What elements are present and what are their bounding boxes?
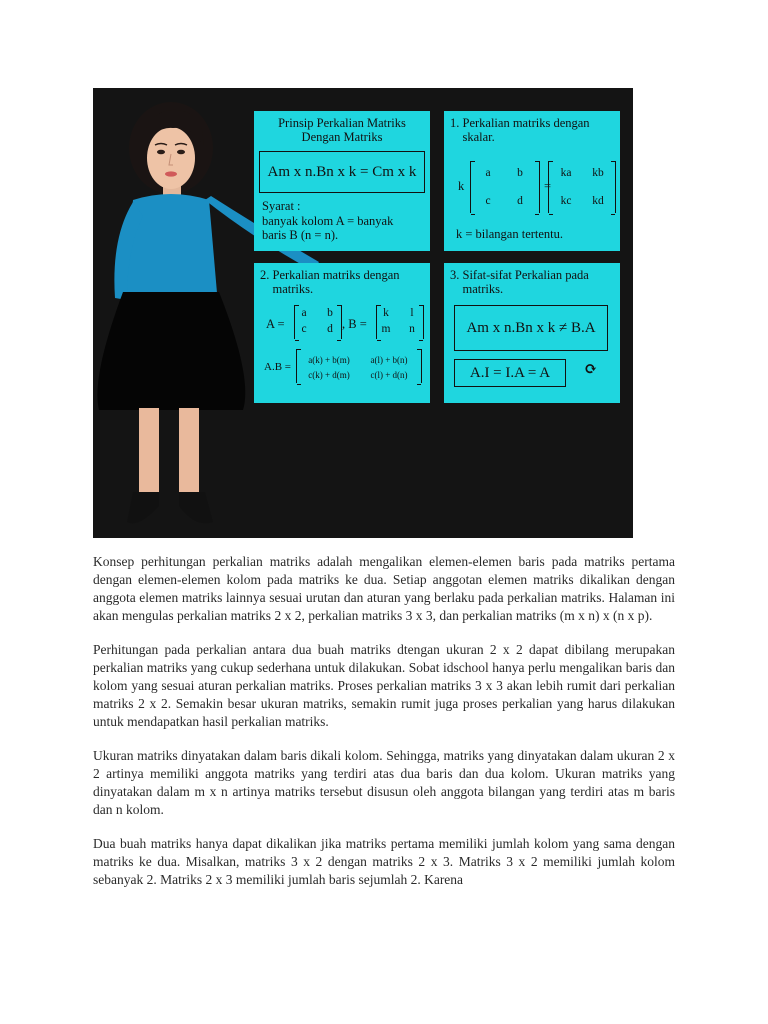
panel-properties-title: 3. Sifat-sifat Perkalian pada matriks. <box>450 268 589 296</box>
matrix-cell: n <box>409 323 415 335</box>
panel-matrix-matrix <box>254 263 430 403</box>
matrix-cell: kd <box>592 195 604 207</box>
matrix-a <box>294 305 342 339</box>
panel-scalar-title: 1. Perkalian matriks dengan skalar. <box>450 116 590 144</box>
matrix-cell: a(k) + b(m) <box>308 355 350 365</box>
matrix-cell: d <box>327 323 333 335</box>
matrix-cell: m <box>381 323 391 335</box>
matrix-cell: kb <box>592 167 604 179</box>
article-body <box>93 553 675 905</box>
property-formula-1: Am x n.Bn x k ≠ B.A <box>466 320 596 336</box>
paragraph: Ukuran matriks dinyatakan dalam baris dikali kolom. Sehingga, matriks yang dinyatakan dalam ukuran 2 x 2 artinya memiliki anggota matriks yang terdiri atas dua baris dan dua kolom. Ukuran matriks yang dinyatakan dalam m x n artinya matriks tersebut disusun oleh anggota bilangan yang terdiri atas m baris dan n kolom. <box>93 748 675 817</box>
paragraph: Perhitungan pada perkalian antara dua buah matriks dtengan ukuran 2 x 2 dapat dibilang merupakan perkalian matriks yang cukup sederhana untuk dilakukan. Sobat idschool hanya perlu mengalikan baris dan kolom yang sesuai aturan perkalian matriks. Proses perkalian matriks 3 x 3 akan lebih rumit dari perkalian matriks 2 x 2. Semakin besar ukuran matriks, semakin rumit juga proses perkalian yang harus dilakukan untuk mendapatkan hasil perkalian matriks. <box>93 642 675 729</box>
matrix-cell: d <box>517 195 523 207</box>
panel-matrix-title: 2. Perkalian matriks dengan matriks. <box>260 268 400 296</box>
matrix-cell: b <box>517 167 523 179</box>
b-label: , B = <box>342 317 367 331</box>
ab-label: A.B = <box>264 361 291 373</box>
matrix-cell: ka <box>560 167 572 179</box>
scalar-matrix-left <box>470 161 540 213</box>
equals-sign: = <box>544 179 552 193</box>
syarat-text: banyak kolom A = banyak baris B (n = n). <box>262 214 394 242</box>
principle-formula-box <box>259 151 425 193</box>
illustration-figure <box>93 88 633 538</box>
property-formula-box-2 <box>454 359 566 387</box>
matrix-ab <box>296 349 422 383</box>
matrix-cell: a <box>485 167 491 179</box>
property-formula-box-1 <box>454 305 608 351</box>
panel-principle <box>254 111 430 251</box>
principle-formula: Am x n.Bn x k = Cm x k <box>267 164 417 180</box>
matrix-cell: k <box>383 307 389 319</box>
matrix-cell: kc <box>560 195 572 207</box>
panel-properties <box>444 263 620 403</box>
property-formula-2: A.I = I.A = A <box>469 365 551 381</box>
scalar-note: k = bilangan tertentu. <box>456 227 564 241</box>
matrix-cell: c(l) + d(n) <box>370 370 408 380</box>
a-label: A = <box>266 317 285 331</box>
paragraph: Dua buah matriks hanya dapat dikalikan jika matriks pertama memiliki jumlah kolom yang sama dengan matriks ke dua. Misalkan, matriks 3 x 2 dengan matriks 2 x 3. Matriks 3 x 2 memiliki jumlah kolom sebanyak 2. Matriks 2 x 3 memiliki jumlah baris sejumlah 2. Karena <box>93 836 675 887</box>
matrix-cell: b <box>327 307 333 319</box>
matrix-cell: l <box>410 307 414 319</box>
panel-principle-title: Prinsip Perkalian Matriks Dengan Matriks <box>278 116 406 144</box>
syarat-label: Syarat : <box>262 199 301 213</box>
matrix-cell: a <box>301 307 307 319</box>
scalar-matrix-right <box>548 161 616 213</box>
matrix-b <box>376 305 424 339</box>
panel-scalar <box>444 111 620 251</box>
matrix-cell: c(k) + d(m) <box>308 370 350 380</box>
scalar-k: k <box>458 179 465 193</box>
refresh-icon[interactable]: ⟳ <box>584 361 598 378</box>
matrix-cell: c <box>301 323 307 335</box>
matrix-cell: a(l) + b(n) <box>370 355 408 365</box>
matrix-cell: c <box>485 195 491 207</box>
paragraph: Konsep perhitungan perkalian matriks adalah mengalikan elemen-elemen baris pada matriks pertama dengan elemen-elemen kolom pada matriks ke dua. Setiap anggotan elemen matriks dikalikan dengan anggota elemen matriks lainnya sesuai urutan dan aturan yang berlaku pada perkalian matriks. Halaman ini akan mengulas perkalian matriks 2 x 2, perkalian matriks 3 x 3, dan perkalian matriks (m x n) x (n x p). <box>93 554 675 623</box>
